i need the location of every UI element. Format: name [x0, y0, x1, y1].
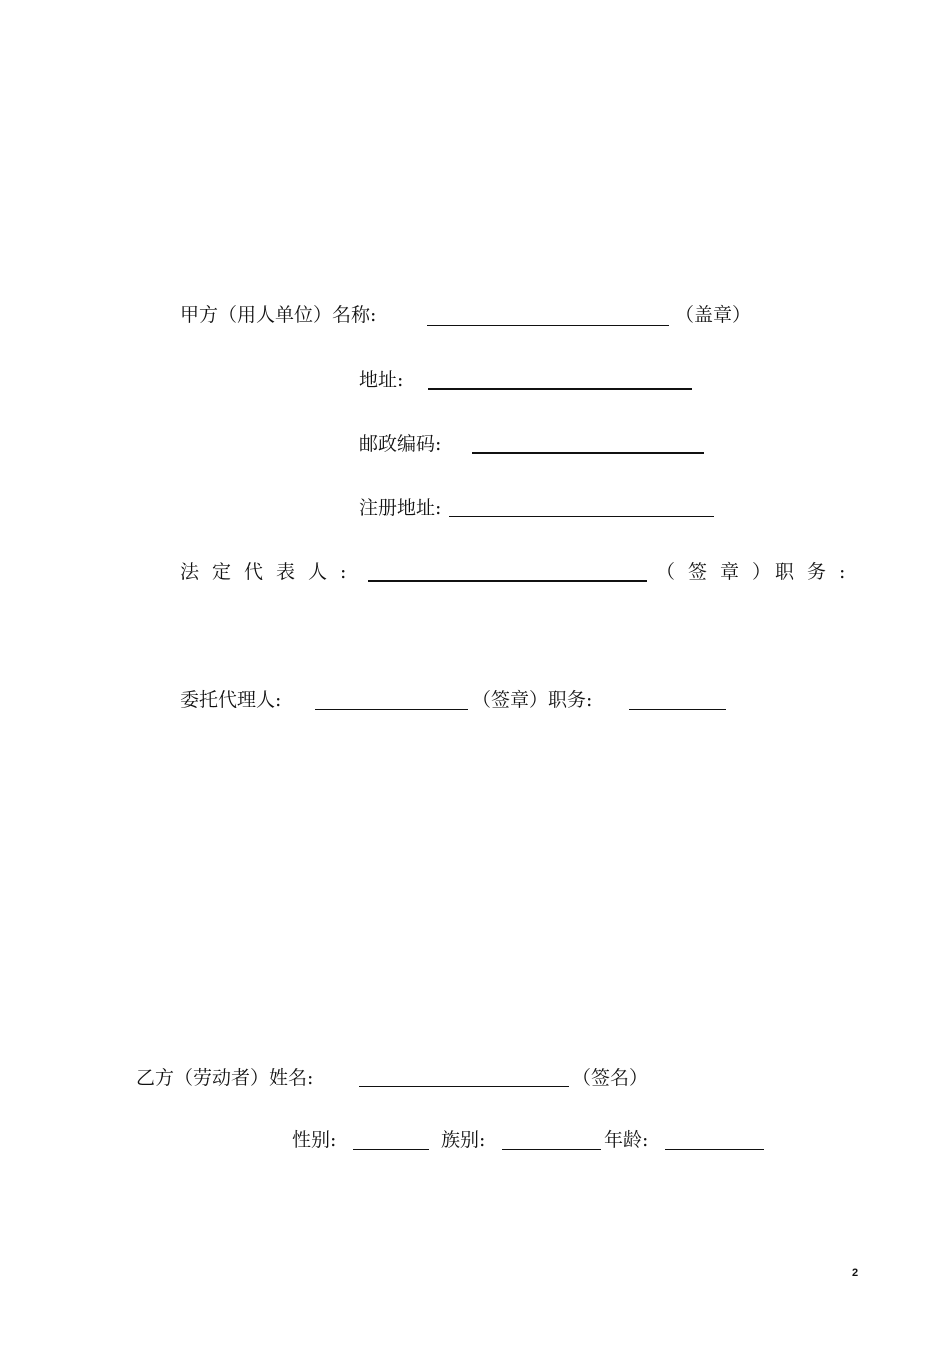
age-blank[interactable]: [665, 1149, 764, 1150]
gender-label: 性别:: [292, 1129, 337, 1151]
postal-code-blank[interactable]: [472, 452, 704, 454]
page-number: 2: [852, 1267, 859, 1279]
registered-address-blank[interactable]: [449, 516, 714, 517]
registered-address-label: 注册地址:: [359, 497, 442, 519]
age-label: 年龄:: [604, 1129, 649, 1151]
legal-rep-sign-label: （签章）: [656, 561, 785, 583]
legal-rep-label: 法定代表人:: [180, 561, 360, 583]
ethnicity-blank[interactable]: [502, 1149, 601, 1150]
legal-rep-position-label: 职务:: [775, 561, 859, 583]
party-b-sign-label: （签名）: [572, 1067, 649, 1089]
agent-label: 委托代理人:: [180, 689, 282, 711]
agent-position-blank[interactable]: [629, 709, 726, 710]
legal-rep-blank[interactable]: [368, 580, 647, 582]
address-blank[interactable]: [428, 388, 692, 390]
party-b-name-label: 乙方（劳动者）姓名:: [136, 1067, 314, 1089]
gender-blank[interactable]: [353, 1149, 429, 1150]
party-b-name-blank[interactable]: [359, 1086, 569, 1087]
agent-blank[interactable]: [315, 709, 468, 710]
ethnicity-label: 族别:: [441, 1129, 486, 1151]
party-a-seal-label: （盖章）: [675, 304, 752, 326]
address-label: 地址:: [359, 369, 404, 391]
agent-sign-label: （签章）职务:: [472, 689, 593, 711]
postal-code-label: 邮政编码:: [359, 433, 442, 455]
party-a-name-label: 甲方（用人单位）名称:: [180, 304, 377, 326]
party-a-name-blank[interactable]: [427, 325, 669, 326]
